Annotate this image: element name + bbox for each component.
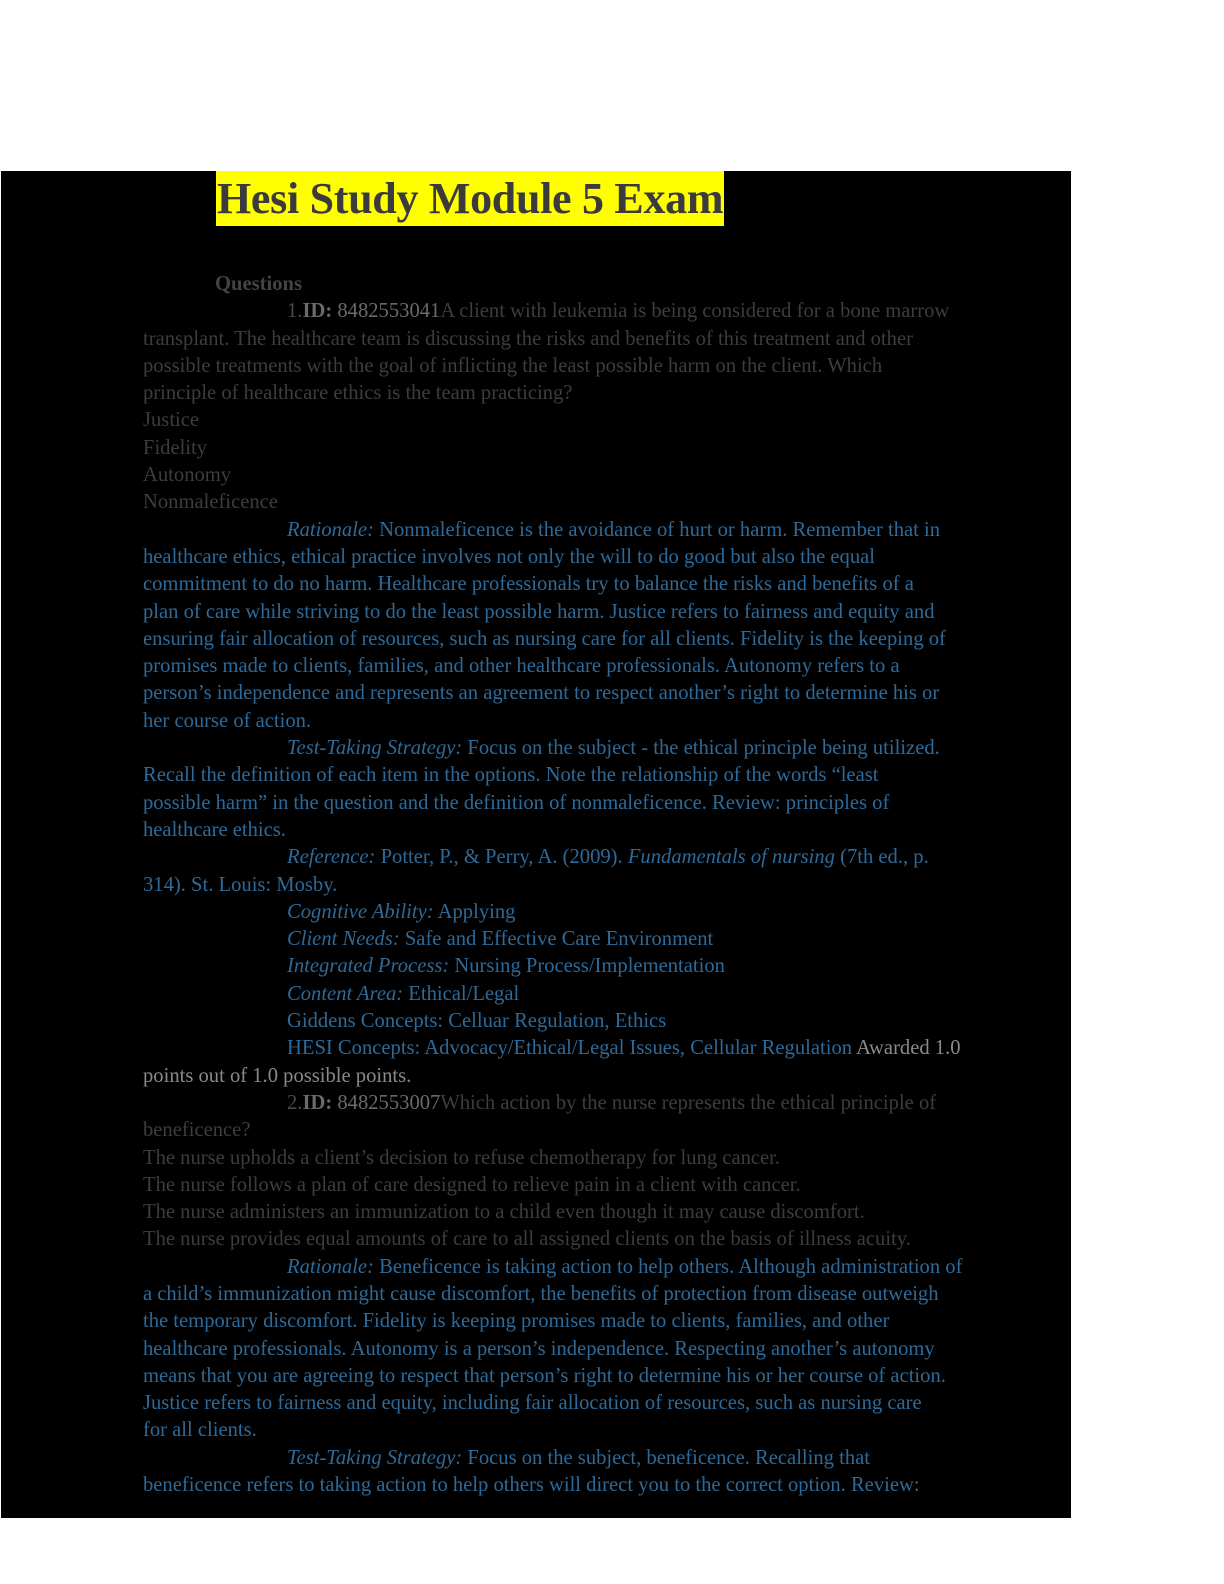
answer-option: The nurse follows a plan of care designed to relieve pain in a client with cancer. — [143, 1173, 801, 1196]
document-title: Hesi Study Module 5 Exam — [216, 171, 724, 226]
question-2 — [143, 1090, 1071, 1499]
reference-line: 314). St. Louis: Mosby. — [143, 873, 338, 896]
answer-option: The nurse administers an immunization to a child even though it may cause discomfort. — [143, 1201, 865, 1224]
section-heading: Questions — [215, 273, 302, 295]
question-number: 1. — [287, 300, 303, 323]
question-id: ID: 8482553041 — [302, 300, 441, 323]
question-stem-start: Which action by the nurse represents the ethical principle of — [440, 1091, 937, 1114]
answer-option: Fidelity — [143, 436, 208, 459]
question-stem-line: possible treatments with the goal of inflicting the least possible harm on the client. Which — [143, 354, 883, 377]
rationale-line: healthcare ethics, ethical practice involves not only the will to do good but also the equal — [143, 545, 876, 568]
question-stem-first-line — [143, 1090, 1071, 1117]
rationale-line: a child’s immunization might cause discomfort, the benefits of protection from disease outweigh — [143, 1282, 939, 1305]
question-stem-start: A client with leukemia is being considered for a bone marrow — [440, 300, 950, 323]
document-body — [143, 271, 1071, 1499]
title-block — [216, 171, 724, 226]
meta-client-needs: Client Needs: Safe and Effective Care Environment — [287, 928, 714, 951]
rationale-first-line: Rationale: Beneficence is taking action to help others. Although administration of — [287, 1255, 963, 1278]
reference-label: Reference: — [287, 846, 376, 869]
strategy-line: possible harm” in the question and the definition of nonmaleficence. Review: principles of — [143, 791, 890, 814]
hesi-concepts: HESI Concepts: Advocacy/Ethical/Legal Issues, Cellular Regulation — [287, 1037, 853, 1060]
reference-book-title: Fundamentals of nursing — [627, 846, 835, 869]
question-stem-line: principle of healthcare ethics is the team practicing? — [143, 382, 573, 405]
meta-content-area: Content Area: Ethical/Legal — [287, 982, 520, 1005]
question-1 — [143, 298, 1071, 1090]
answer-option: The nurse provides equal amounts of care to all assigned clients on the basis of illness acuity. — [143, 1228, 911, 1251]
meta-cognitive-ability: Cognitive Ability: Applying — [287, 900, 516, 923]
rationale-line: commitment to do no harm. Healthcare professionals try to balance the risks and benefits of a — [143, 573, 914, 596]
strategy-first-line: Test-Taking Strategy: Focus on the subject, beneficence. Recalling that — [287, 1446, 870, 1469]
rationale-line: means that you are agreeing to respect that person’s right to determine his or her course of action. — [143, 1364, 946, 1387]
question-stem-first-line — [143, 298, 1071, 325]
strategy-line: Recall the definition of each item in the options. Note the relationship of the words “least — [143, 764, 879, 787]
rationale-line: promises made to clients, families, and other healthcare professionals. Autonomy refers to a — [143, 655, 900, 678]
strategy-first-line: Test-Taking Strategy: Focus on the subject - the ethical principle being utilized. — [287, 737, 940, 760]
question-stem-line: transplant. The healthcare team is discussing the risks and benefits of this treatment and other — [143, 327, 913, 350]
question-stem-line: beneficence? — [143, 1119, 251, 1142]
rationale-label: Rationale: — [287, 518, 374, 541]
giddens-concepts: Giddens Concepts: Celluar Regulation, Ethics — [287, 1010, 667, 1033]
strategy-line: healthcare ethics. — [143, 818, 286, 841]
rationale-line: ensuring fair allocation of resources, such as nursing care for all clients. Fidelity is the keeping of — [143, 627, 946, 650]
rationale-line: healthcare professionals. Autonomy is a person’s independence. Respecting another’s autonomy — [143, 1337, 935, 1360]
question-id: ID: 8482553007 — [302, 1091, 441, 1114]
rationale-line: plan of care while striving to do the least possible harm. Justice refers to fairness and equity and — [143, 600, 935, 623]
rationale-label: Rationale: — [287, 1255, 374, 1278]
awarded-score: Awarded 1.0 — [856, 1037, 961, 1060]
rationale-first-line: Rationale: Nonmaleficence is the avoidance of hurt or harm. Remember that in — [287, 518, 941, 541]
question-number: 2. — [287, 1091, 303, 1114]
rationale-line: Justice refers to fairness and equity, including fair allocation of resources, such as nursing care — [143, 1392, 922, 1415]
strategy-label: Test-Taking Strategy: — [287, 737, 463, 760]
hesi-concepts-line — [143, 1035, 1071, 1062]
meta-integrated-process: Integrated Process: Nursing Process/Implementation — [287, 955, 725, 978]
rationale-line: her course of action. — [143, 709, 312, 732]
strategy-line: beneficence refers to taking action to help others will direct you to the correct option. Review: — [143, 1474, 920, 1497]
rationale-line: the temporary discomfort. Fidelity is keeping promises made to clients, families, and other — [143, 1310, 890, 1333]
answer-option: Justice — [143, 409, 200, 432]
rationale-line: person’s independence and represents an agreement to respect another’s right to determine his or — [143, 682, 940, 705]
answer-option: The nurse upholds a client’s decision to refuse chemotherapy for lung cancer. — [143, 1146, 781, 1169]
reference-first-line: Reference: Potter, P., & Perry, A. (2009). Fundamentals of nursing (7th ed., p. — [287, 846, 929, 869]
awarded-score-line: points out of 1.0 possible points. — [143, 1064, 412, 1087]
answer-option: Nonmaleficence — [143, 491, 278, 514]
strategy-label: Test-Taking Strategy: — [287, 1446, 463, 1469]
document-page — [1, 171, 1071, 1518]
rationale-line: for all clients. — [143, 1419, 257, 1442]
answer-option: Autonomy — [143, 464, 232, 487]
